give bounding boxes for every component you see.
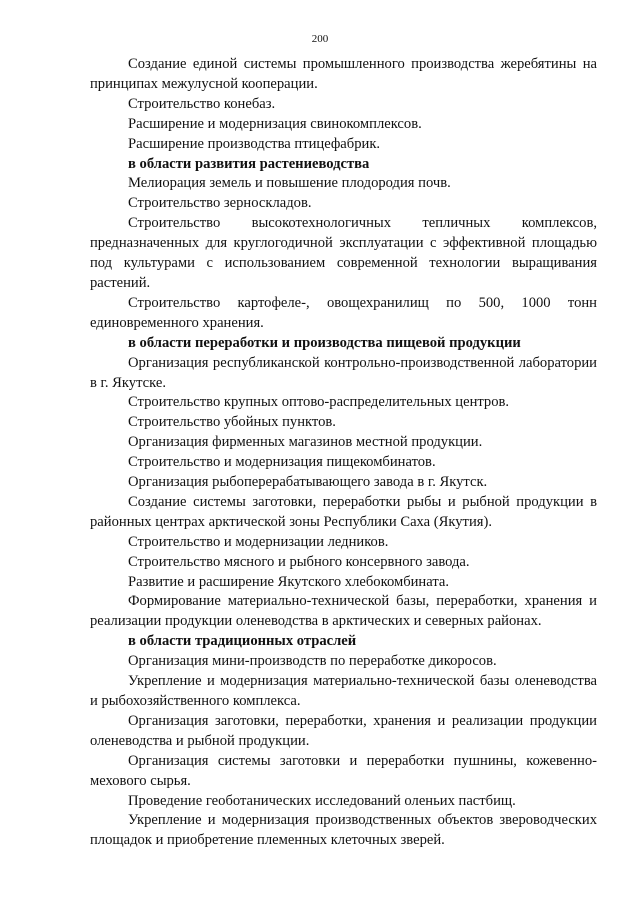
section-heading: в области традиционных отраслей	[128, 633, 357, 650]
paragraph: Организация рыбоперерабатывающего завода в г. Якутск.	[128, 474, 488, 491]
paragraph: Формирование материально-технической базы, переработки, хранения и реализации продукции оленеводства в арктических и северных районах.	[90, 593, 597, 630]
paragraph: Расширение и модернизация свинокомплексов.	[128, 115, 422, 132]
paragraph: Строительство зерноскладов.	[128, 195, 312, 212]
paragraph: Организация фирменных магазинов местной продукции.	[128, 434, 483, 451]
paragraph: Строительство и модернизации ледников.	[128, 533, 389, 550]
paragraph: Строительство и модернизация пищекомбинатов.	[128, 454, 436, 471]
paragraph: Расширение производства птицефабрик.	[128, 135, 381, 152]
paragraph: Строительство крупных оптово-распределительных центров.	[128, 394, 510, 411]
paragraph: Проведение геоботанических исследований оленьих пастбищ.	[128, 792, 516, 809]
paragraph: Организация мини-производств по переработке дикоросов.	[128, 653, 497, 670]
paragraph: Строительство мясного и рыбного консервного завода.	[128, 553, 470, 570]
paragraph: Укрепление и модернизация материально-технической базы оленеводства и рыбохозяйственного комплекса.	[90, 673, 597, 709]
paragraph: Организация системы заготовки и переработки пушнины, кожевенно-мехового сырья.	[90, 752, 597, 789]
paragraph: Организация республиканской контрольно-производственной лаборатории в г. Якутске.	[90, 354, 597, 391]
paragraph: Организация заготовки, переработки, хранения и реализации продукции оленеводства и рыбной продукции.	[90, 712, 597, 749]
paragraph: Создание системы заготовки, переработки рыбы и рыбной продукции в районных центрах арктической зоны Республики Саха (Якутия).	[90, 493, 597, 530]
page-number: 200	[311, 33, 329, 45]
section-heading: в области переработки и производства пищевой продукции	[128, 334, 521, 351]
paragraph: Укрепление и модернизация производственных объектов звероводческих площадок и приобретение племенных клеточных зверей.	[90, 812, 597, 849]
paragraph: Строительство убойных пунктов.	[128, 414, 336, 431]
paragraph: Строительство высокотехнологичных тепличных комплексов, предназначенных для круглогодичной эксплуатации с эффективной площадью под культурами с использованием современной технологии выращивания растений.	[90, 215, 597, 291]
paragraph: Строительство конебаз.	[128, 95, 276, 112]
paragraph: Создание единой системы промышленного производства жеребятины на принципах межулусной кооперации.	[90, 56, 597, 92]
paragraph: Мелиорация земель и повышение плодородия почв.	[128, 175, 451, 192]
document-body	[90, 55, 597, 851]
section-heading: в области развития растениеводства	[128, 155, 370, 172]
paragraph: Развитие и расширение Якутского хлебокомбината.	[128, 573, 450, 590]
paragraph: Строительство картофеле-, овощехранилищ по 500, 1000 тонн единовременного хранения.	[90, 294, 597, 331]
